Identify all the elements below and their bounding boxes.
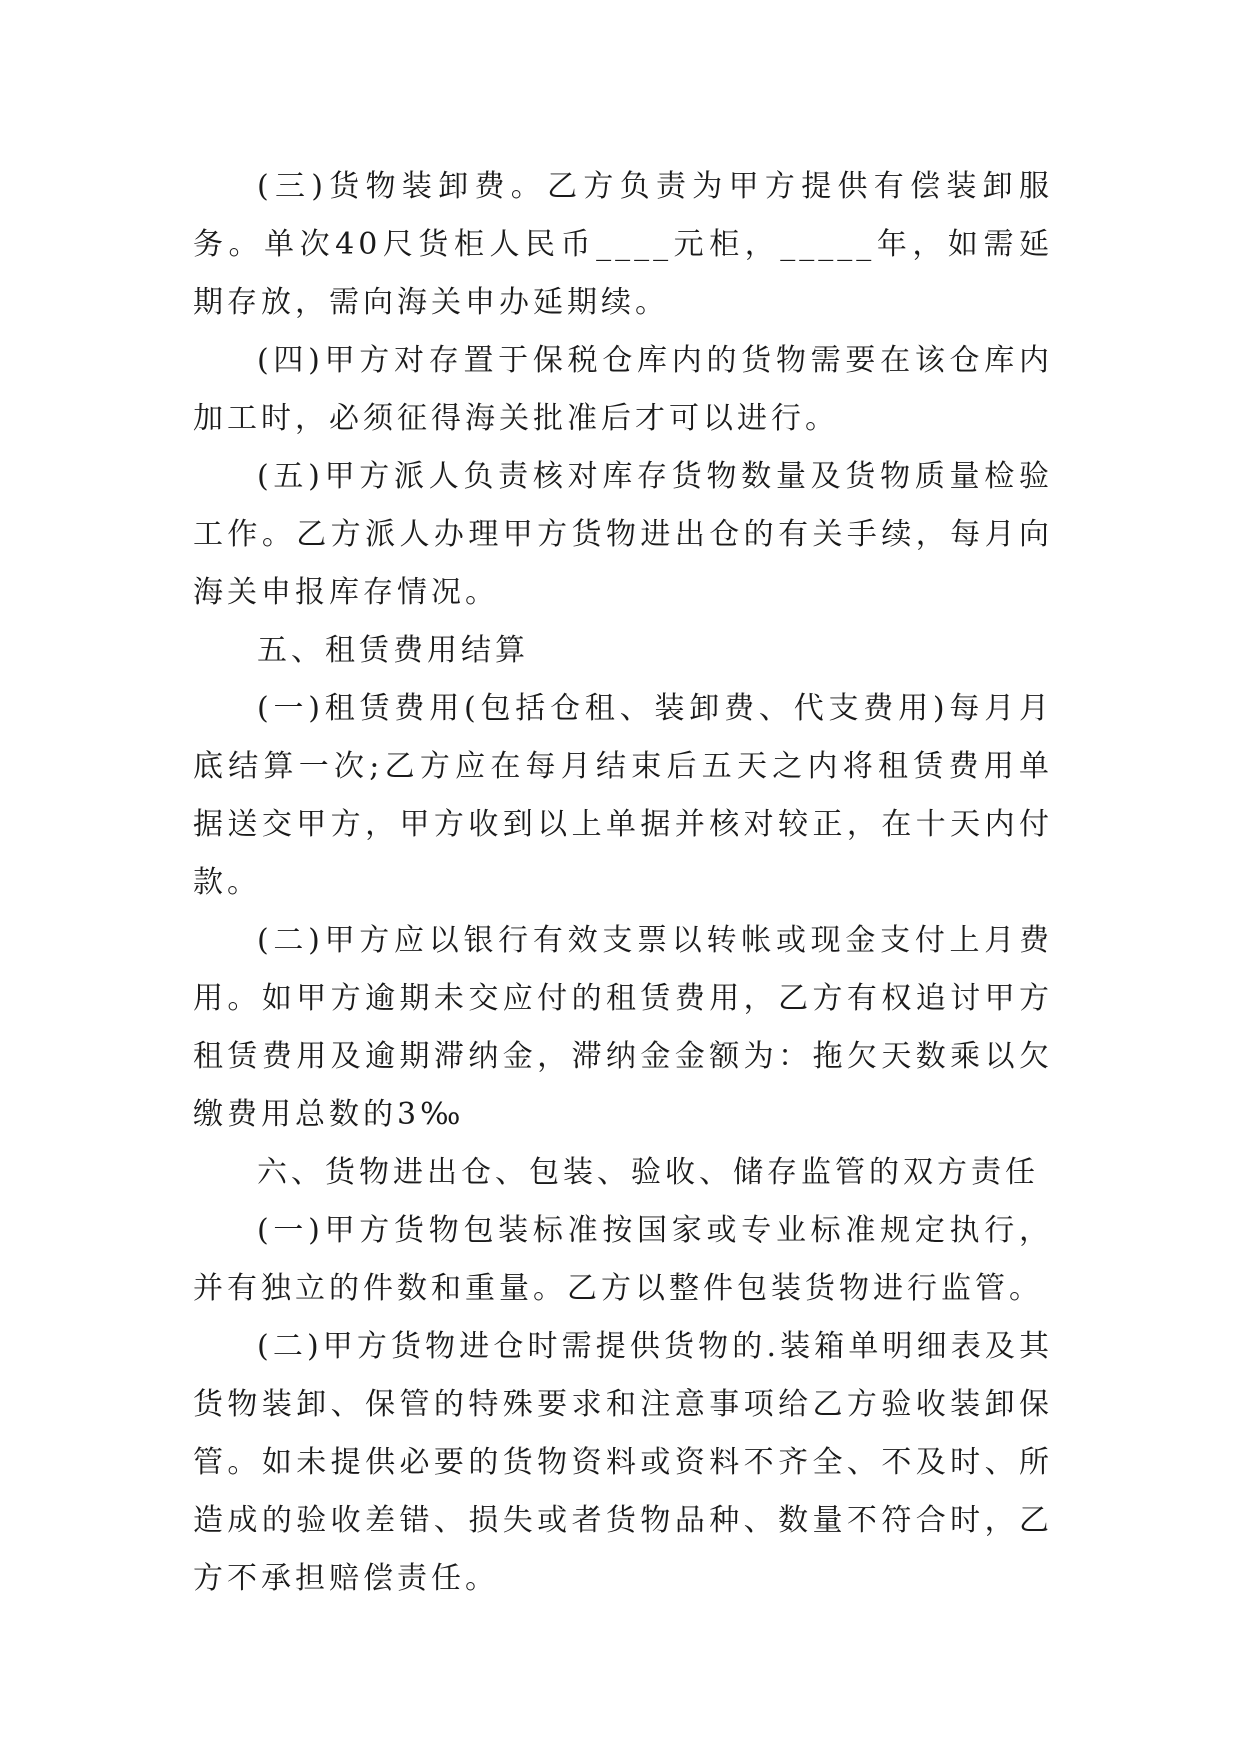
paragraph-payment-method: (二)甲方应以银行有效支票以转帐或现金支付上月费用。如甲方逾期未交应付的租赁费用，乙方有权追讨甲方租赁费用及逾期滞纳金，滞纳金金额为：拖欠天数乘以欠缴费用总数的3‰: [193, 923, 1053, 1132]
document-body: [193, 158, 1053, 1608]
section-heading-responsibilities: 六、货物进出仓、包装、验收、储存监管的双方责任: [257, 1155, 1039, 1190]
paragraph-loading-fee: (三)货物装卸费。乙方负责为甲方提供有偿装卸服务。单次40尺货柜人民币____元柜，_____年，如需延期存放，需向海关申办延期续。: [193, 169, 1053, 320]
paragraph-processing: (四)甲方对存置于保税仓库内的货物需要在该仓库内加工时，必须征得海关批准后才可以进行。: [193, 343, 1053, 436]
paragraph-inventory-check: (五)甲方派人负责核对库存货物数量及货物质量检验工作。乙方派人办理甲方货物进出仓的有关手续，每月向海关申报库存情况。: [193, 459, 1053, 610]
section-heading-settlement: 五、租赁费用结算: [257, 633, 529, 668]
paragraph-packaging-standard: (一)甲方货物包装标准按国家或专业标准规定执行，并有独立的件数和重量。乙方以整件包装货物进行监管。: [193, 1213, 1053, 1306]
paragraph-warehouse-entry: (二)甲方货物进仓时需提供货物的.装箱单明细表及其货物装卸、保管的特殊要求和注意事项给乙方验收装卸保管。如未提供必要的货物资料或资料不齐全、不及时、所造成的验收差错、损失或者货物品种、数量不符合时，乙方不承担赔偿责任。: [193, 1329, 1053, 1596]
paragraph-monthly-settlement: (一)租赁费用(包括仓租、装卸费、代支费用)每月月底结算一次;乙方应在每月结束后五天之内将租赁费用单据送交甲方，甲方收到以上单据并核对较正，在十天内付款。: [193, 691, 1053, 900]
